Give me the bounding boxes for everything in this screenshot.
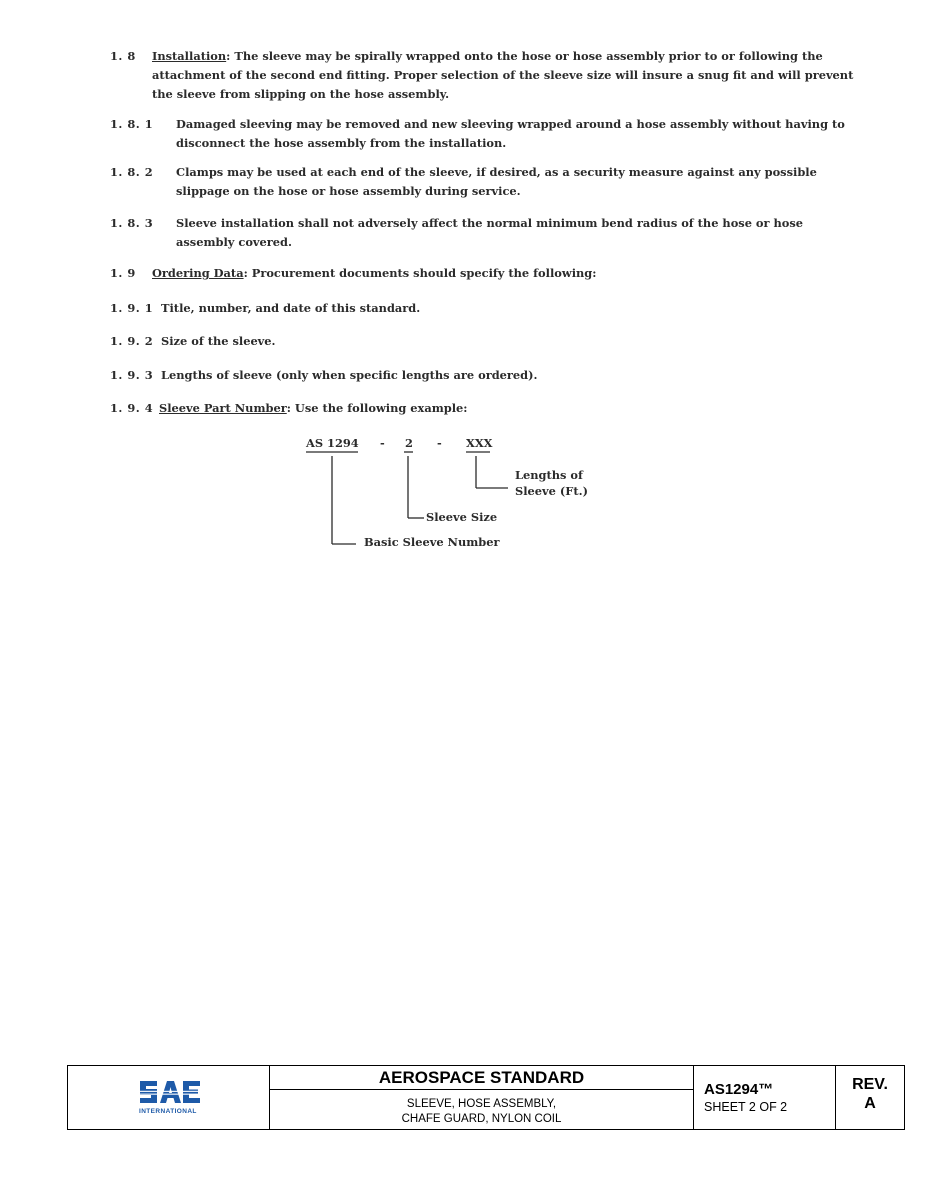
- dash-2: -: [437, 436, 442, 450]
- label-length-line2: Sleeve (Ft.): [515, 484, 588, 498]
- part-number-diagram: [300, 434, 640, 564]
- label-basic: Basic Sleeve Number: [364, 535, 500, 549]
- title-block: [67, 1065, 905, 1130]
- standard-type: AEROSPACE STANDARD: [270, 1066, 693, 1090]
- section-text: Damaged sleeving may be removed and new sleeving wrapped around a hose assembly without having to disconnect the hose assembly from the installation.: [176, 117, 845, 150]
- document-title: [270, 1090, 693, 1129]
- part-basic: AS 1294: [306, 436, 359, 450]
- label-size: Sleeve Size: [426, 510, 498, 524]
- section-1-8-1: [110, 115, 865, 153]
- section-1-9-2: [110, 332, 865, 351]
- logo-cell: [68, 1066, 270, 1129]
- section-heading: Ordering Data: [152, 266, 244, 280]
- rev-value: A: [864, 1095, 876, 1112]
- section-1-8-3: [110, 214, 865, 252]
- section-text: : The sleeve may be spirally wrapped onto the hose or hose assembly prior to or following the attachment of the second end fitting. Proper selection of the sleeve size will insure a snug fit and will prevent the sleeve from slipping on the hose assembly.: [152, 49, 854, 101]
- title-cell: [270, 1066, 694, 1129]
- section-number: 1. 9. 4: [110, 401, 154, 415]
- doc-number: AS1294™: [704, 1081, 774, 1098]
- revision-cell: [836, 1066, 904, 1129]
- dash-1: -: [380, 436, 385, 450]
- section-number: 1. 8: [110, 49, 136, 63]
- section-text: Size of the sleeve.: [161, 334, 276, 348]
- section-1-8-2: [110, 163, 865, 201]
- section-text: Lengths of sleeve (only when specific lengths are ordered).: [161, 368, 538, 382]
- part-length: XXX: [466, 436, 493, 450]
- section-number: 1. 8. 1: [110, 117, 154, 131]
- section-text: Sleeve installation shall not adversely affect the normal minimum bend radius of the hose or hose assembly covered.: [176, 216, 804, 249]
- part-size: 2: [405, 436, 413, 450]
- doc-number-cell: [694, 1066, 836, 1129]
- sheet-number: SHEET 2 OF 2: [704, 1100, 788, 1114]
- section-number: 1. 9. 3: [110, 368, 154, 382]
- section-number: 1. 9: [110, 266, 136, 280]
- section-number: 1. 8. 3: [110, 216, 154, 230]
- section-1-9: [110, 264, 865, 283]
- section-1-9-3: [110, 366, 865, 385]
- section-number: 1. 9. 2: [110, 334, 154, 348]
- logo-text: INTERNATIONAL: [139, 1108, 197, 1115]
- section-text: : Use the following example:: [286, 401, 468, 415]
- sae-logo: [138, 1076, 202, 1108]
- label-length-line1: Lengths of: [515, 468, 583, 482]
- title-line-2: CHAFE GUARD, NYLON COIL: [401, 1113, 562, 1125]
- section-1-8: [110, 47, 865, 104]
- section-1-9-1: [110, 299, 865, 318]
- section-heading: Sleeve Part Number: [159, 401, 287, 415]
- title-line-1: SLEEVE, HOSE ASSEMBLY,: [406, 1098, 557, 1110]
- section-number: 1. 9. 1: [110, 301, 154, 315]
- section-number: 1. 8. 2: [110, 165, 154, 179]
- section-heading: Installation: [152, 49, 227, 63]
- section-text: Title, number, and date of this standard.: [161, 301, 421, 315]
- rev-label: REV.: [852, 1076, 888, 1093]
- section-text: : Procurement documents should specify the following:: [243, 266, 597, 280]
- section-text: Clamps may be used at each end of the sleeve, if desired, as a security measure against any possible slippage on the hose or hose assembly during service.: [176, 165, 817, 198]
- section-1-9-4: [110, 399, 865, 418]
